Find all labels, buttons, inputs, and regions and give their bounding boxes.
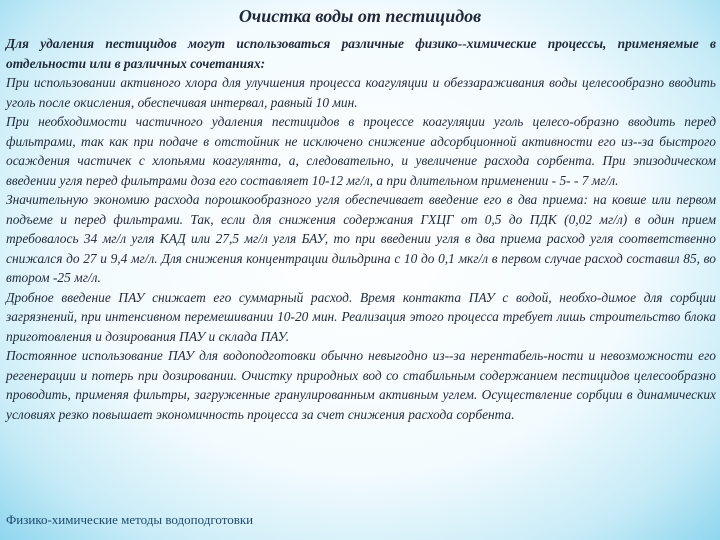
paragraph-coagulation: При необходимости частичного удаления пестицидов в процессе коагуляции уголь целесо-образно вводить перед фильтрами, так как при подаче в отстойник не исключено снижение адсорбционной активности его из--за быстрого осаждения частичек с хлопьями коагулянта, а, следовательно, и увеличение расхода сорбента. При эпизодическом введении угля перед фильтрами доза его составляет 10-12 мг/л, а при длительном применении - 5- - 7 мг/л. xyxy=(6,114,716,188)
paragraph-two-stage-dosing: Значительную экономию расхода порошкообразного угля обеспечивает введение его в два приема: на ковше или первом подъеме и перед фильтрами. Так, если для снижения содержания ГХЦГ от 0,5 до ПДК (0,02 мг/л) в один прием требовалось 34 мг/л угля КАД или 27,5 мг/л угля БАУ, то при введении угля в два приема расход угля соответственно снижался до 27 и 9,4 мг/л. Для снижения концентрации дильдрина с 10 до 0,1 мкг/л в первом случае расход составил 85, во втором -25 мг/л. xyxy=(6,192,716,285)
paragraph-granular-carbon: Постоянное использование ПАУ для водоподготовки обычно невыгодно из--за нерентабель-ности и невозможности его регенерации и потерь при дозировании. Очистку природных вод со стабильным содержанием пестицидов целесообразно проводить, применяя фильтры, загруженные гранулированным активным углем. Осуществление сорбции в динамических условиях резко повышает экономичность процесса за счет снижения расхода сорбента. xyxy=(6,348,716,422)
slide-footer: Физико-химические методы водоподготовки xyxy=(6,512,254,527)
paragraph-chlorine: При использовании активного хлора для улучшения процесса коагуляции и обеззараживания воды целесообразно вводить уголь после окисления, обеспечивая интервал, равный 10 мин. xyxy=(6,75,716,110)
paragraph-intro: Для удаления пестицидов могут использоваться различные физико--химические процессы, применяемые в отдельности или в различных сочетаниях: xyxy=(6,36,716,71)
paragraph-fractional-pac: Дробное введение ПАУ снижает его суммарный расход. Время контакта ПАУ с водой, необхо-димое для сорбции загрязнений, при интенсивном перемешивании 10-20 мин. Реализация этого процесса требует лишь строительство блока приготовления и дозирования ПАУ и склада ПАУ. xyxy=(6,289,716,344)
slide-title: Очистка воды от пестицидов xyxy=(238,6,482,26)
slide-body xyxy=(6,34,716,424)
